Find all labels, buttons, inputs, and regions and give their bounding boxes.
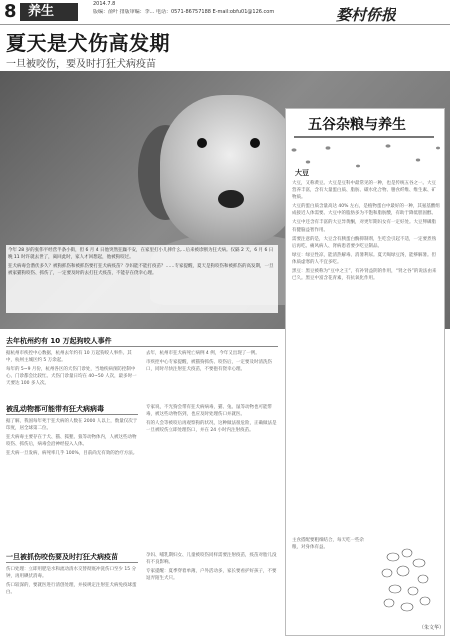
dog-eye-left (197, 138, 207, 148)
sidebar-paragraph: 大豆，又称黄豆。大豆是豆科中最常见的一种，也是传统五谷之一。大豆营养丰富，含有大量蛋白质、脂肪、碳水化合物、膳食纤维、维生素、矿物质。 (292, 181, 436, 201)
section-paragraph: 伤口较深的，要就医进行清创处理，并按规定注射狂犬病免疫球蛋白。 (6, 583, 137, 596)
sidebar-paragraph: 绿豆：绿豆性凉，能清热解毒、消暑利尿。夏天喝绿豆汤，能够解暑。但体质虚寒的人不宜多吃。 (292, 252, 436, 265)
section-paragraph: 狂犬病毒主要存在于犬、猫、狐狸、狼等动物体内，人被这些动物咬伤、抓伤后，病毒会沿神经侵入人体。 (6, 435, 137, 448)
section-body (6, 566, 138, 636)
section-heading: 被乱动物都可能带有狂犬病病毒 (6, 405, 104, 413)
section-body (146, 350, 278, 398)
section-body (146, 404, 278, 538)
intro-paragraph: 今年 28 岁的张伟平经营半条小街，但 6 月 4 日他突然狂躁不安，在家里打小儿摔什么…后来被诊断为狂犬病。仅隔 2 天，6 月 6 日晚 11 时许就去世了，离回此时，家人才回想起，他被狗咬过。 (8, 248, 274, 261)
sidebar-title: 五谷杂粮与养生 (308, 117, 406, 133)
section-paragraph: 专家说，不光狗会带有狂犬病病毒，猫、兔、鼠等动物也可能带毒，被这些动物伤到，也应及时处理伤口并就医。 (146, 405, 272, 418)
section-paragraph: 据杭州市疾控中心数据，杭州去年约有 10 万起狗咬人事件。其中，杭州主城区约 5 万余起。 (6, 351, 132, 364)
sidebar-paragraph: 大豆中还含有丰富的大豆异黄酮，对更年期妇女有一定好处。大豆卵磷脂有健脑益智作用。 (292, 220, 436, 233)
section-paragraph: 伤口处理：立即用肥皂水和流动清水交替彻底冲洗伤口至少 15 分钟，再用碘伏消毒。 (6, 567, 137, 580)
section-body (6, 418, 138, 538)
section-paragraph: 去年，杭州市狂犬病死亡病例 4 例，今年又出现了一例。 (146, 351, 260, 356)
dog-head (160, 95, 300, 245)
sidebar-kicker: 大豆 (295, 169, 309, 177)
section-paragraph: 据了解，我国每年死于狂犬病的人数在 2000 人以上，数量仅次于印度，居全球第二位。 (6, 419, 138, 432)
section-body (146, 552, 278, 636)
section-paragraph: 有的人会等被咬后再观察狗的状况，这种做法很危险，正确做法是一旦被咬伤立即处理伤口，并在 24 小时内注射疫苗。 (146, 421, 277, 434)
section-paragraph: 专家提醒：夏季穿着单薄，户外活动多，家长要看护好孩子，不要逗弄陌生犬只。 (146, 569, 277, 582)
sidebar-text (292, 180, 440, 530)
issue-date: 2014.7.8 (93, 1, 116, 7)
section-paragraph: 孕妇、哺乳期妇女、儿童被咬伤同样需要注射疫苗，疫苗对胎儿没有不良影响。 (146, 553, 277, 566)
sidebar-text-end (292, 537, 370, 627)
intro-paragraph: 狂犬病毒会潜伏多久？被狗抓伤和被抓伤要打狂犬病疫苗？孕妇能不能打疫苗？……专家提醒，夏天是狗咬伤和被抓伤的高发期，一旦被家猫狗咬伤、抓伤了，一定要及时的去打狂犬疫苗，不能存在侥幸心理。 (8, 264, 274, 277)
sidebar-paragraph: 主食搭配要粗细结合，每天吃一些杂粮，对身体有益。 (292, 538, 364, 551)
editor-info: 版编：俞叶 排版审编：李... 电话：0571-86757188 E-mail:obfu01@126.com (93, 9, 275, 15)
sidebar-paragraph: 需要注意的是，大豆含有胰蛋白酶抑制剂，生吃会引起不适，一定要煮熟后再吃。痛风病人、肾病患者要少吃豆制品。 (292, 236, 436, 249)
sidebar-title-rule (294, 136, 434, 138)
sidebar-paragraph: 黑豆：黑豆被称为“豆中之王”，有补肾益阴的作用，“肾之谷”的说法由来已久。黑豆中富含花青素，有抗氧化作用。 (292, 269, 437, 282)
intro-text (6, 245, 278, 313)
section-paragraph: 市疾控中心专家提醒，被猫狗抓伤、咬伤后，一定要及时清洗伤口，同时尽快注射狂犬疫苗，不要抱有侥幸心理。 (146, 360, 272, 373)
section-badge: 养生 (20, 3, 78, 21)
heading-rule (6, 346, 278, 347)
section-paragraph: 每年的 5~9 月份，杭州各区的犬伤门诊处，当地疾病预防控制中心、门诊都会比较忙。犬伤门诊量日均在 40~50 人次，最多时一天要达 100 多人次。 (6, 367, 137, 387)
section-heading: 一旦被抓伤咬伤要及时打狂犬病疫苗 (6, 553, 118, 561)
sidebar-paragraph: 大豆的蛋白质含量高达 40% 左右，是植物蛋白中最好的一种，其氨基酸组成接近人体需要。大豆中的脂肪多为不饱和脂肪酸，有助于降低胆固醇。 (292, 204, 440, 217)
heading-rule (6, 414, 138, 415)
main-headline: 夏天是犬伤高发期 (6, 31, 170, 55)
newspaper-masthead: 婺村侨报 (336, 6, 397, 24)
dog-eye-right (250, 138, 260, 148)
section-body (6, 350, 138, 398)
dog-nose (218, 190, 244, 208)
heading-rule (6, 562, 138, 563)
sidebar-byline: （朱文华） (419, 625, 445, 631)
page-number: 8 (4, 2, 17, 22)
section-paragraph: 狂犬病一旦发病，病死率几乎 100%，目前尚无有效的治疗方法。 (6, 451, 138, 457)
seeds-decoration (288, 140, 444, 176)
main-subhead: 一旦被咬伤，要及时打狂犬病疫苗 (6, 59, 156, 70)
grain-sketch (373, 537, 439, 620)
section-heading: 去年杭州约有 10 万起狗咬人事件 (6, 337, 112, 345)
